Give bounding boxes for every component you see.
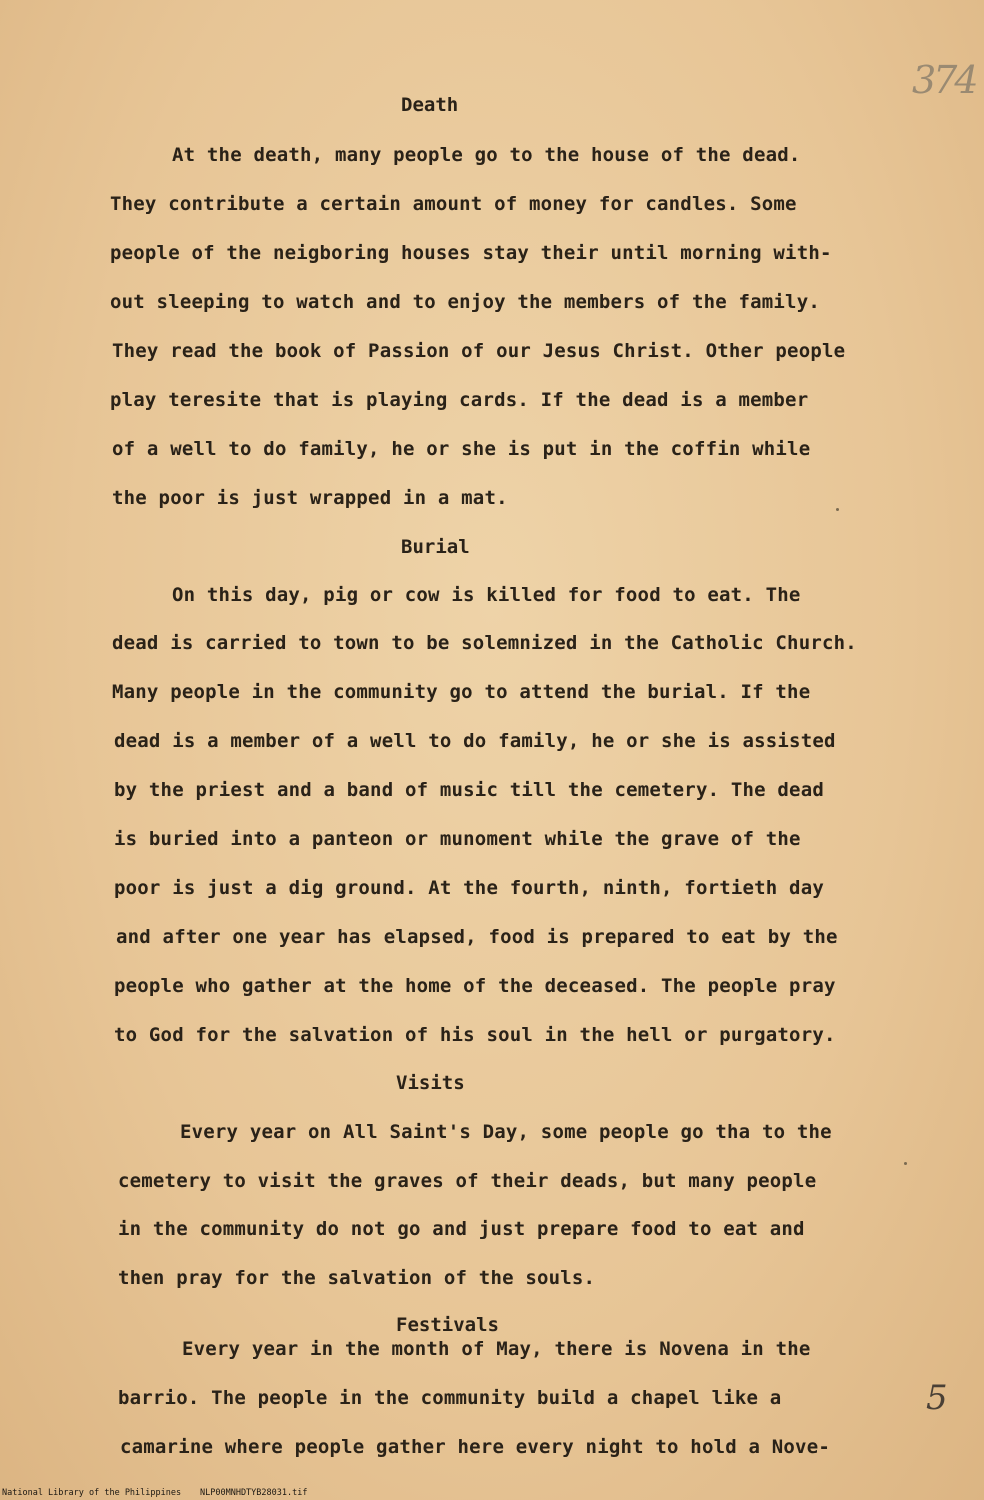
- text-line: poor is just a dig ground. At the fourth, ninth, fortieth day: [114, 877, 824, 899]
- text-line: and after one year has elapsed, food is prepared to eat by the: [116, 926, 838, 948]
- heading-visits: Visits: [396, 1072, 465, 1094]
- text-line: Many people in the community go to attend the burial. If the: [112, 681, 811, 703]
- footer-library: National Library of the Philippines: [2, 1488, 182, 1498]
- text-line: out sleeping to watch and to enjoy the members of the family.: [110, 291, 820, 313]
- text-line: then pray for the salvation of the souls.: [118, 1267, 596, 1289]
- heading-burial: Burial: [401, 536, 470, 558]
- text-line: people of the neigboring houses stay their until morning with-: [110, 242, 832, 264]
- paper-speck: [904, 1162, 907, 1165]
- heading-festivals: Festivals: [396, 1314, 499, 1336]
- text-line: Every year on All Saint's Day, some people go tha to the: [180, 1121, 832, 1143]
- text-line: Every year in the month of May, there is Novena in the: [182, 1338, 811, 1360]
- side-mark: 5: [926, 1378, 948, 1418]
- text-line: camarine where people gather here every night to hold a Nove-: [120, 1436, 830, 1458]
- text-line: They contribute a certain amount of money for candles. Some: [110, 193, 797, 215]
- text-line: is buried into a panteon or munoment while the grave of the: [114, 828, 801, 850]
- text-line: cemetery to visit the graves of their deads, but many people: [118, 1170, 817, 1192]
- heading-death: Death: [401, 94, 459, 116]
- footer-filename: NLP00MNHDTYB28031.tif: [200, 1488, 308, 1498]
- text-line: people who gather at the home of the deceased. The people pray: [114, 975, 836, 997]
- text-line: At the death, many people go to the house of the dead.: [172, 144, 801, 166]
- text-line: the poor is just wrapped in a mat.: [112, 487, 508, 509]
- text-line: dead is a member of a well to do family, he or she is assisted: [114, 730, 836, 752]
- text-line: of a well to do family, he or she is put in the coffin while: [112, 438, 811, 460]
- paper-speck: [836, 508, 839, 511]
- text-line: to God for the salvation of his soul in the hell or purgatory.: [114, 1024, 836, 1046]
- text-line: barrio. The people in the community build a chapel like a: [118, 1387, 782, 1409]
- text-line: play teresite that is playing cards. If the dead is a member: [110, 389, 809, 411]
- page-number: 374: [912, 58, 976, 102]
- text-line: in the community do not go and just prepare food to eat and: [118, 1218, 805, 1240]
- text-line: dead is carried to town to be solemnized in the Catholic Church.: [112, 632, 857, 654]
- text-line: by the priest and a band of music till the cemetery. The dead: [114, 779, 824, 801]
- text-line: They read the book of Passion of our Jesus Christ. Other people: [112, 340, 846, 362]
- text-line: On this day, pig or cow is killed for food to eat. The: [172, 584, 801, 606]
